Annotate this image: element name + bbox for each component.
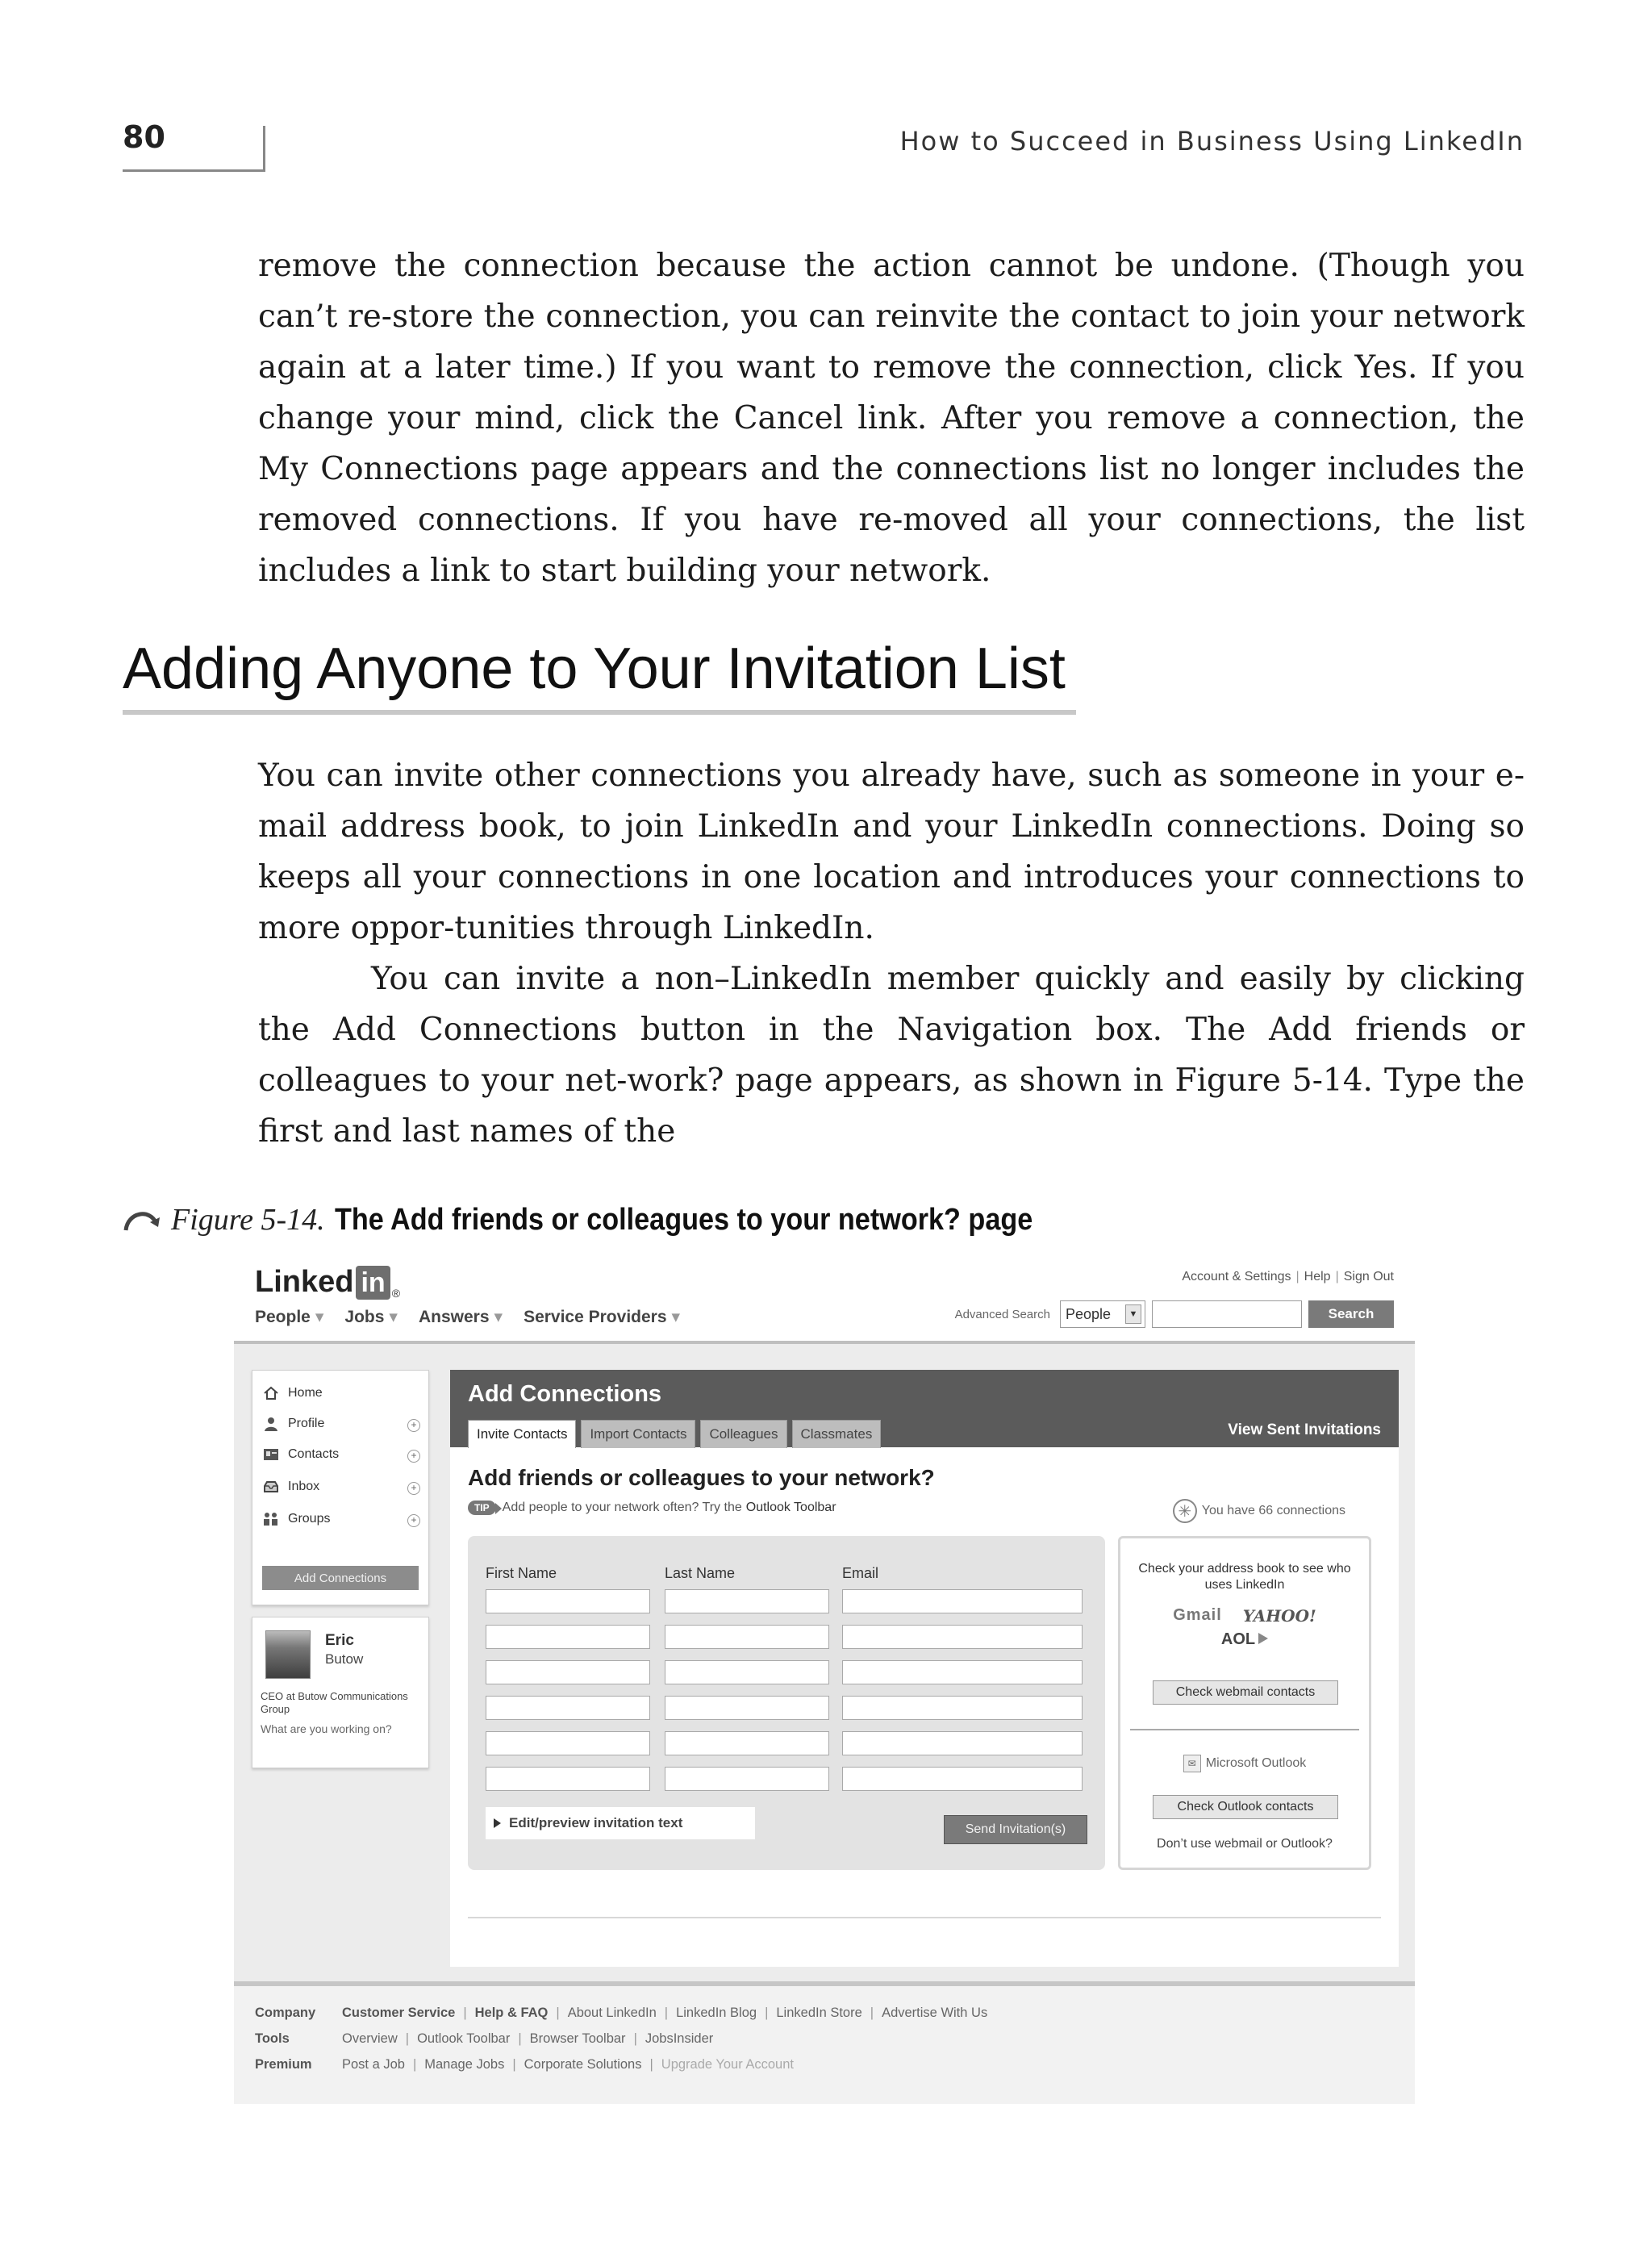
last-name-field[interactable]	[665, 1731, 829, 1755]
profile-title: CEO at Butow Communications Group	[261, 1690, 408, 1715]
contacts-card-icon	[262, 1446, 280, 1463]
status-prompt[interactable]: What are you working on?	[261, 1722, 392, 1735]
page-number: 80	[123, 119, 165, 155]
email-field[interactable]	[842, 1696, 1083, 1720]
dont-use-webmail-link[interactable]: Don’t use webmail or Outlook?	[1157, 1837, 1333, 1851]
panel-divider	[468, 1917, 1381, 1918]
account-links: Account & Settings | Help | Sign Out	[1182, 1270, 1394, 1284]
last-name-field[interactable]	[665, 1696, 829, 1720]
search-button[interactable]: Search	[1308, 1300, 1394, 1328]
tab-bar	[468, 1420, 881, 1448]
view-sent-invitations-link[interactable]: View Sent Invitations	[1228, 1421, 1381, 1438]
connections-count-link[interactable]: 66 connections	[1258, 1504, 1345, 1517]
address-book-divider	[1130, 1729, 1359, 1730]
send-invitations-button[interactable]: Send Invitation(s)	[944, 1815, 1087, 1844]
advanced-search-link[interactable]: Advanced Search	[954, 1307, 1050, 1321]
person-icon	[262, 1416, 280, 1432]
dropdown-icon: ▾	[494, 1308, 503, 1326]
connections-count: ✳ You have 66 connections	[1173, 1499, 1345, 1523]
avatar[interactable]	[265, 1630, 311, 1679]
running-head: How to Succeed in Business Using LinkedIn	[899, 126, 1525, 157]
expand-icon[interactable]: +	[407, 1419, 420, 1432]
footer-link-browser-toolbar[interactable]: Browser Toolbar	[529, 2031, 626, 2046]
panel-header	[450, 1370, 1399, 1447]
footer-link-corporate-solutions[interactable]: Corporate Solutions	[524, 2057, 642, 2072]
account-settings-link[interactable]: Account & Settings	[1182, 1270, 1291, 1284]
nav-jobs[interactable]: Jobs ▾	[344, 1308, 398, 1326]
profile-first-name[interactable]: Eric	[325, 1632, 354, 1649]
footer-link-jobsinsider[interactable]: JobsInsider	[645, 2031, 714, 2046]
footer-link-advertise[interactable]: Advertise With Us	[882, 2006, 988, 2020]
profile-box	[252, 1617, 429, 1768]
tip-badge: TIP	[468, 1501, 496, 1515]
sidebar-item-profile[interactable]: Profile	[262, 1416, 324, 1432]
paragraph-1: remove the connection because the action cannot be undone. (Though you can’t re-store the connection, you can reinvite the contact to join your network again at a later time.) If you want to remove the connection, click Yes. If you change your mind, click the Cancel link. After you remove a connection, the My Connections page appears and the connections list no longer includes the removed connections. If you have re-moved all your connections, the list includes a link to start building your network.	[258, 248, 1525, 589]
first-name-field[interactable]	[486, 1625, 650, 1649]
nav-service-providers[interactable]: Service Providers ▾	[524, 1308, 681, 1326]
groups-icon	[262, 1511, 280, 1527]
search-type-select[interactable]: People ▼	[1060, 1300, 1145, 1328]
footer-link-manage-jobs[interactable]: Manage Jobs	[424, 2057, 505, 2072]
email-field[interactable]	[842, 1767, 1083, 1791]
dropdown-icon: ▾	[389, 1308, 398, 1326]
figure-label: Figure 5-14.	[171, 1203, 325, 1237]
outlook-toolbar-link[interactable]: Outlook Toolbar	[745, 1501, 836, 1514]
section-heading-rule	[123, 710, 1076, 715]
last-name-field[interactable]	[665, 1660, 829, 1684]
inbox-icon	[262, 1479, 280, 1495]
invite-form	[468, 1536, 1105, 1870]
paragraph-3: You can invite a non–LinkedIn member quickly and easily by clicking the Add Connections button in the Navigation box. The Add friends or colleagues to your net-work? page appears, as shown in Figure 5-14. Type the first and last names of the	[258, 961, 1525, 1150]
edit-preview-toggle[interactable]: Edit/preview invitation text	[486, 1807, 755, 1839]
nav-people[interactable]: People ▾	[255, 1308, 324, 1326]
page-number-rule	[123, 169, 265, 172]
expand-icon[interactable]: +	[407, 1514, 420, 1527]
aol-logo: AOL	[1128, 1630, 1361, 1649]
add-connections-button[interactable]: Add Connections	[262, 1566, 419, 1590]
search-area	[955, 1300, 1394, 1328]
sidebar-item-inbox[interactable]: Inbox	[262, 1479, 319, 1495]
sign-out-link[interactable]: Sign Out	[1343, 1270, 1394, 1284]
microsoft-outlook-label: ✉ Microsoft Outlook	[1128, 1755, 1361, 1772]
dropdown-icon: ▾	[671, 1308, 681, 1326]
site-footer	[234, 1986, 1415, 2104]
first-name-field[interactable]	[486, 1767, 650, 1791]
tip-text: Add people to your network often? Try the	[502, 1501, 742, 1514]
footer-link-outlook-toolbar[interactable]: Outlook Toolbar	[417, 2031, 511, 2046]
webmail-logos	[1128, 1606, 1361, 1649]
gmail-logo: Gmail	[1173, 1606, 1222, 1624]
first-name-field[interactable]	[486, 1696, 650, 1720]
tip	[468, 1501, 836, 1515]
last-name-field[interactable]	[665, 1767, 829, 1791]
footer-link-about[interactable]: About LinkedIn	[567, 2006, 657, 2020]
nav-answers[interactable]: Answers ▾	[418, 1308, 503, 1326]
section-heading: Adding Anyone to Your Invitation List	[123, 637, 1066, 701]
last-name-field[interactable]	[665, 1625, 829, 1649]
outlook-icon: ✉	[1183, 1755, 1201, 1772]
check-webmail-contacts-button[interactable]: Check webmail contacts	[1153, 1680, 1338, 1705]
aol-arrow-icon	[1258, 1633, 1268, 1644]
address-book-title: Check your address book to see who uses LinkedIn	[1138, 1562, 1351, 1592]
email-header: Email	[842, 1565, 879, 1581]
expand-triangle-icon	[494, 1818, 501, 1828]
profile-last-name[interactable]: Butow	[325, 1651, 364, 1667]
linkedin-logo[interactable]: Linked in ®	[255, 1265, 401, 1300]
tab-invite-contacts[interactable]: Invite Contacts	[468, 1420, 576, 1448]
home-icon	[262, 1385, 280, 1401]
first-name-field[interactable]	[486, 1589, 650, 1613]
paragraph-2: You can invite other connections you already have, such as someone in your e-mail address book, to join LinkedIn and your LinkedIn connections. Doing so keeps all your connections in one location and introduces your connections to more oppor-tunities through LinkedIn.	[258, 758, 1525, 946]
email-field[interactable]	[842, 1589, 1083, 1613]
footer-link-customer-service[interactable]: Customer Service	[342, 2006, 456, 2020]
yahoo-logo: YAHOO!	[1242, 1606, 1316, 1626]
dropdown-icon: ▾	[315, 1308, 324, 1326]
sidebar-item-contacts[interactable]: Contacts	[262, 1446, 339, 1463]
footer-link-overview[interactable]: Overview	[342, 2031, 398, 2046]
last-name-field[interactable]	[665, 1589, 829, 1613]
footer-row-company: Company Customer Service | Help & FAQ | About LinkedIn | LinkedIn Blog | LinkedIn Store | Advertise With Us	[255, 2006, 988, 2020]
email-field[interactable]	[842, 1660, 1083, 1684]
check-outlook-contacts-button[interactable]: Check Outlook contacts	[1153, 1795, 1338, 1819]
footer-link-upgrade[interactable]: Upgrade Your Account	[661, 2057, 794, 2072]
page-number-rule-vertical	[263, 126, 265, 172]
network-icon: ✳	[1173, 1499, 1197, 1523]
sidebar-item-home[interactable]: Home	[262, 1385, 323, 1401]
figure-title: The Add friends or colleagues to your network? page	[334, 1203, 1032, 1237]
chevron-down-icon: ▼	[1125, 1304, 1141, 1324]
search-input[interactable]	[1152, 1300, 1302, 1328]
linkedin-screenshot	[234, 1249, 1415, 2104]
first-name-field[interactable]	[486, 1731, 650, 1755]
footer-row-tools: Tools Overview | Outlook Toolbar | Browser Toolbar | JobsInsider	[255, 2031, 714, 2046]
tab-colleagues[interactable]: Colleagues	[700, 1420, 786, 1448]
curved-arrow-icon	[123, 1206, 161, 1233]
address-book-box	[1118, 1536, 1371, 1870]
figure-caption	[123, 1202, 1110, 1238]
expand-icon[interactable]: +	[407, 1482, 420, 1495]
first-name-header: First Name	[486, 1565, 557, 1581]
main-nav	[255, 1307, 680, 1327]
main-heading: Add friends or colleagues to your network?	[468, 1465, 935, 1490]
footer-row-premium: Premium Post a Job | Manage Jobs | Corporate Solutions | Upgrade Your Account	[255, 2057, 794, 2072]
expand-icon[interactable]: +	[407, 1450, 420, 1463]
main-panel	[450, 1370, 1399, 1967]
footer-link-help-faq[interactable]: Help & FAQ	[474, 2006, 549, 2020]
email-field[interactable]	[842, 1731, 1083, 1755]
navigation-box	[252, 1370, 429, 1605]
footer-link-post-job[interactable]: Post a Job	[342, 2057, 405, 2072]
first-name-field[interactable]	[486, 1660, 650, 1684]
last-name-header: Last Name	[665, 1565, 736, 1581]
help-link[interactable]: Help	[1304, 1270, 1331, 1284]
panel-title: Add Connections	[468, 1381, 662, 1407]
tab-import-contacts[interactable]: Import Contacts	[581, 1420, 695, 1448]
footer-link-store[interactable]: LinkedIn Store	[776, 2006, 862, 2020]
footer-link-blog[interactable]: LinkedIn Blog	[676, 2006, 757, 2020]
tab-classmates[interactable]: Classmates	[792, 1420, 882, 1448]
email-field[interactable]	[842, 1625, 1083, 1649]
sidebar-item-groups[interactable]: Groups	[262, 1511, 330, 1527]
